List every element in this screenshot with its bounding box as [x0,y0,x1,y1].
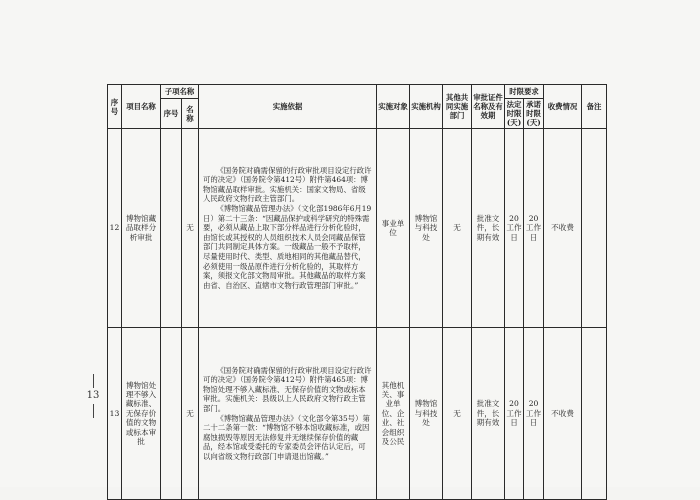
page-number-text: 13 [86,390,100,401]
row-agency: 博物馆与科技处 [410,328,443,500]
row-basis [199,129,377,328]
row-sub-name: 无 [182,129,199,328]
header-remark: 备注 [582,85,607,129]
row-item-name: 博物馆藏品取样分析审批 [122,129,161,328]
row-target: 事业单位 [377,129,410,328]
row-statutory: 20工作日 [505,328,524,500]
row-basis [199,328,377,500]
table-row [108,129,607,328]
row-joint: 无 [443,129,472,328]
row-sub-seq [161,129,182,328]
basis-paragraph: 《国务院对确需保留的行政审批项目设定行政许可的决定》（国务院令第412号）附件第464项：博物馆藏品取样审批。实施机关：国家文物局、省级人民政府文物行政主管部门。 [203,165,372,204]
page-number-dash-bottom [93,404,94,418]
basis-paragraph: 《博物馆藏品管理办法》（文化部令第35号）第二十二条第一款：“博物馆不够本馆收藏标准，或因腐蚀损毁等原因无法修复并无继续保存价值的藏品，经本馆或受委托的专家委员会评估认定后，可以向省级文物行政部门申请退出馆藏。” [203,413,370,461]
row-target: 其他机关、事业单位、企业、社会组织及公民 [377,328,410,500]
row-remark [582,129,607,328]
row-statutory: 20工作日 [505,129,524,328]
header-joint: 其他共同实施部门 [443,85,472,129]
row-agency: 博物馆与科技处 [410,129,443,328]
row-fee: 不收费 [544,328,582,500]
row-item-name: 博物馆处理不够入藏标准、无保存价值的文物或标本审批 [122,328,161,500]
row-remark [582,328,607,500]
basis-paragraph: 《博物馆藏品管理办法》（文化部1986年6月19日）第二十三条：“因藏品保护或科学研究的特殊需要，必须从藏品上取下部分样品进行分析化验时，由馆长或其授权的人员组织技术人员会同藏品保管部门共同制定具体方案。一级藏品一般不予取样，尽量使用时代、类型、质地相同的其他藏品替代，必须使用一级品原件进行分析化验的，其取样方案，须报文化部文物局审批。其他藏品的取样方案由省、自治区、直辖市文物行政管理部门审批。” [203,204,372,290]
row-seq: 13 [108,328,122,500]
header-sub-seq: 序号 [161,99,182,129]
header-target: 实施对象 [377,85,410,129]
page-number-dash-top [93,374,94,388]
header-promised: 承诺时限(天) [524,99,544,129]
row-fee: 不收费 [544,129,582,328]
row-seq: 12 [108,129,122,328]
page-number [82,374,104,418]
row-sub-seq [161,328,182,500]
row-sub-name: 无 [182,328,199,500]
header-basis: 实施依据 [199,85,377,129]
row-promised: 20工作日 [524,129,544,328]
row-certificate: 批准文件，长期有效 [472,129,505,328]
basis-paragraph: 《国务院对确需保留的行政审批项目设定行政许可的决定》（国务院令第412号）附件第465项：博物馆处理不够入藏标准、无保存价值的文物或标本审批。实施机关：县级以上人民政府文物行政主管部门。 [203,365,372,413]
header-item-name: 项目名称 [122,85,161,129]
header-time-limit: 时限要求 [505,85,544,99]
header-seq: 序号 [108,85,122,129]
table-row [108,328,607,500]
header-sub-name: 名称 [182,99,199,129]
header-fee: 收费情况 [544,85,582,129]
header-sub-item: 子项名称 [161,85,199,99]
approval-items-table [107,84,607,500]
row-promised: 20工作日 [524,328,544,500]
header-certificate: 审批证件名称及有效期 [472,85,505,129]
header-statutory: 法定时限(天) [505,99,524,129]
header-agency: 实施机构 [410,85,443,129]
row-joint: 无 [443,328,472,500]
row-certificate: 批准文件，长期有效 [472,328,505,500]
